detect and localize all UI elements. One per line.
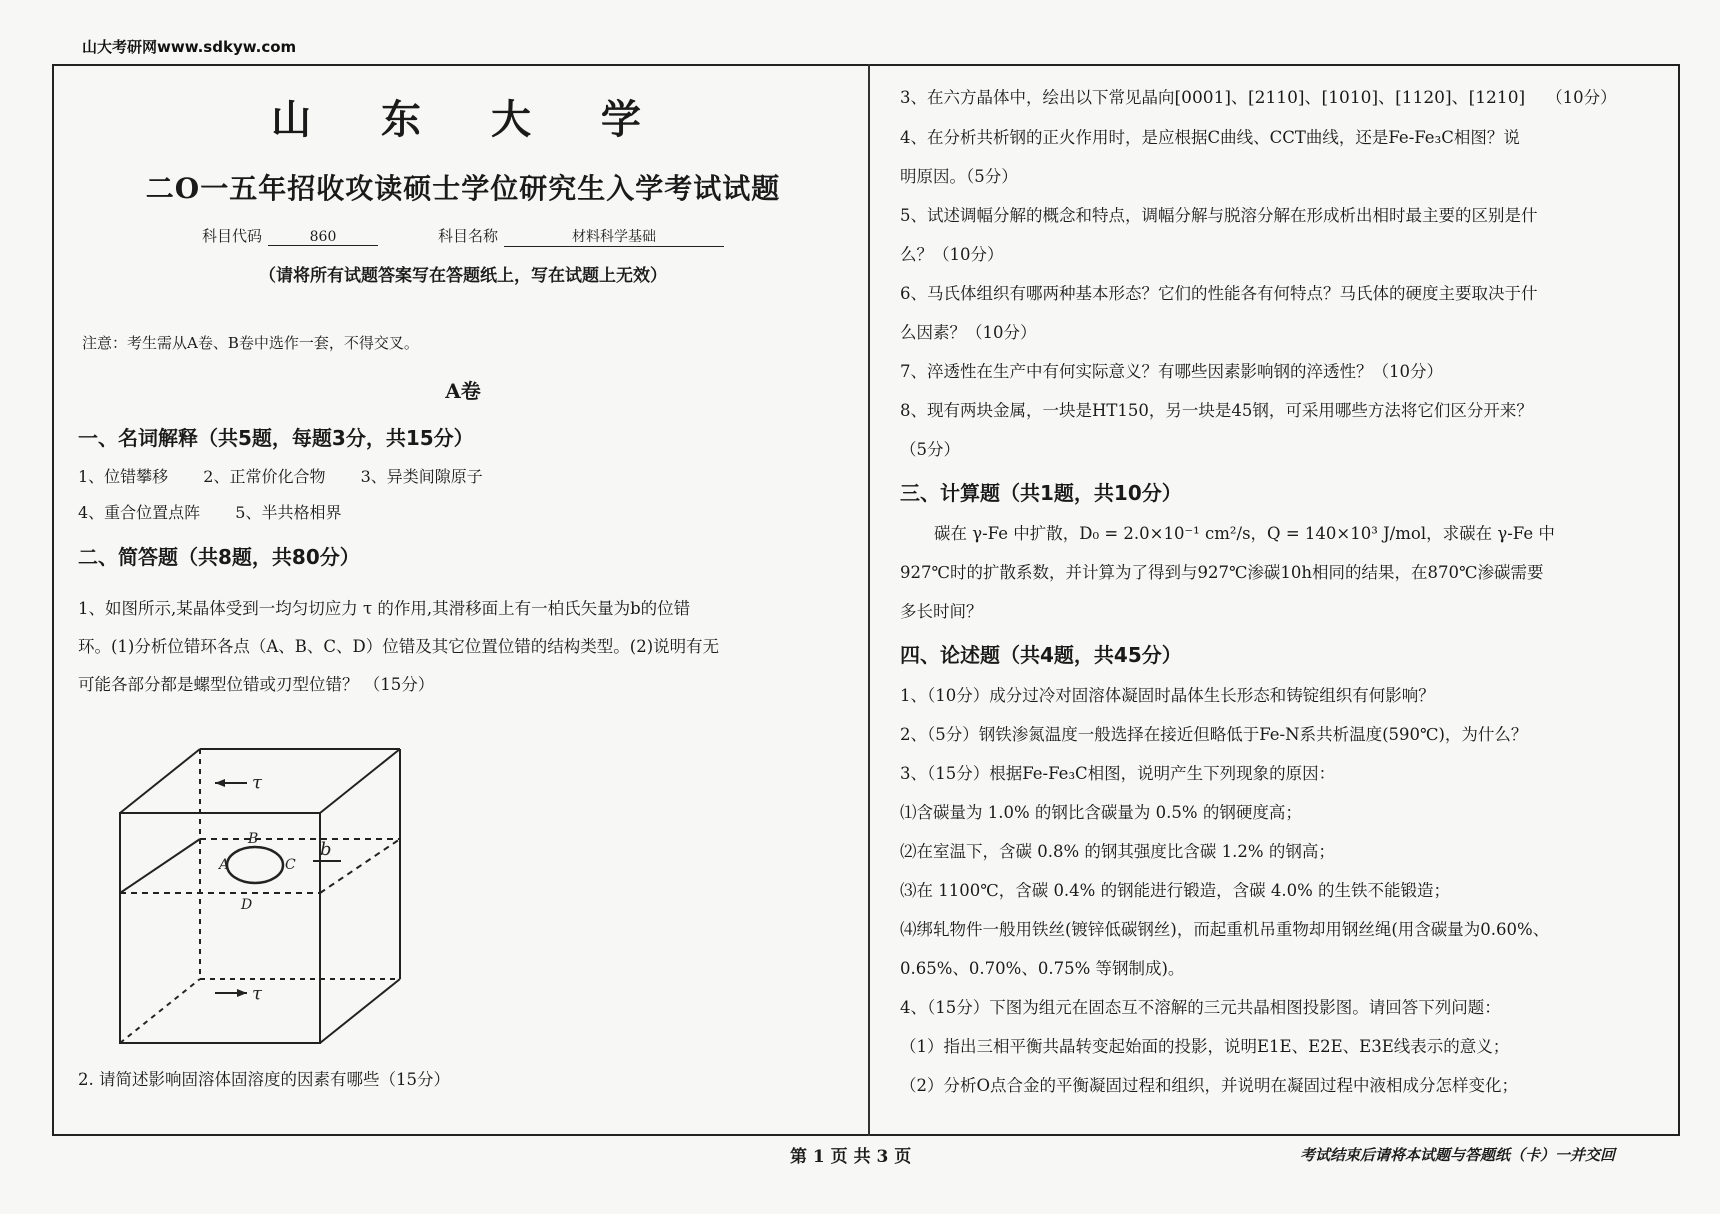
essay-subitem: ⑶在 1100℃，含碳 0.4% 的钢能进行锻造，含碳 4.0% 的生铁不能锻造； [900, 881, 1451, 900]
calc-line: 927℃时的扩散系数，并计算为了得到与927℃渗碳10h相同的结果，在870℃渗碳需要 [900, 563, 1544, 582]
tau-top-label: τ [252, 772, 262, 793]
subject-code-value: 860 [268, 229, 378, 246]
subject-row [78, 225, 848, 247]
question-5-line: 么？（10分） [900, 245, 1004, 264]
question-3-score: （10分） [1546, 88, 1617, 107]
essay-subitem: （2）分析O点合金的平衡凝固过程和组织，并说明在凝固过程中液相成分怎样变化； [900, 1076, 1519, 1095]
question-2: 2. 请简述影响固溶体固溶度的因素有哪些（15分） [78, 1070, 450, 1089]
question-8-line: （5分） [900, 440, 960, 459]
essay-question-4: 4、（15分）下图为组元在固态互不溶解的三元共晶相图投影图。请回答下列问题： [900, 998, 1501, 1017]
burgers-vector-label: b [320, 839, 332, 860]
question-5-line: 5、试述调幅分解的概念和特点，调幅分解与脱溶分解在形成析出相时最主要的区别是什 [900, 206, 1538, 225]
site-watermark: 山大考研网www.sdkyw.com [82, 38, 297, 56]
term-item: 4、重合位置点阵 [78, 503, 201, 522]
left-page [78, 78, 848, 704]
subject-name-label: 科目名称 [438, 227, 499, 245]
essay-question-3: 3、（15分）根据Fe-Fe₃C相图，说明产生下列现象的原因： [900, 764, 1336, 783]
section-3-title: 三、计算题（共1题，共10分） [900, 481, 1182, 505]
section-2-title: 二、简答题（共8题，共80分） [78, 545, 360, 569]
term-item: 1、位错攀移 [78, 467, 169, 486]
calc-line: 碳在 γ-Fe 中扩散，D₀ = 2.0×10⁻¹ cm²/s，Q = 140×10³ J/mol，求碳在 γ-Fe 中 [934, 524, 1555, 543]
question-4-line: 明原因。（5分） [900, 167, 1018, 186]
subject-name-value: 材料科学基础 [504, 226, 724, 247]
answer-notice: （请将所有试题答案写在答题纸上，写在试题上无效） [259, 266, 667, 286]
term-item: 2、正常价化合物 [203, 467, 326, 486]
question-4-line: 4、在分析共析钢的正火作用时，是应根据C曲线、CCT曲线，还是Fe-Fe₃C相图？说 [900, 128, 1520, 147]
cube-front-face [120, 813, 320, 1043]
essay-subitem: （1）指出三相平衡共晶转变起始面的投影，说明E1E、E2E、E3E线表示的意义； [900, 1037, 1510, 1056]
right-page [900, 78, 1660, 1105]
question-1-line: 环。(1)分析位错环各点（A、B、C、D）位错及其它位置位错的结构类型。(2)说明有无 [78, 637, 720, 656]
page-number: 第 1 页 共 3 页 [790, 1147, 912, 1167]
return-note: 考试结束后请将本试题与答题纸（卡）一并交回 [1300, 1146, 1616, 1164]
question-3 [900, 78, 1660, 118]
question-6-line: 么因素？（10分） [900, 323, 1037, 342]
question-1-line: 可能各部分都是螺型位错或刃型位错？ （15分） [78, 675, 435, 694]
dislocation-loop-figure [115, 743, 415, 1048]
point-d-label: D [241, 897, 253, 913]
question-1 [78, 590, 848, 704]
terms-line-1 [78, 467, 848, 487]
dislocation-loop [227, 847, 283, 883]
essay-question-1: 1、（10分）成分过冷对固溶体凝固时晶体生长形态和铸锭组织有何影响？ [900, 686, 1435, 705]
question-6-line: 6、马氏体组织有哪两种基本形态？它们的性能各有何特点？马氏体的硬度主要取决于什 [900, 284, 1538, 303]
question-8-line: 8、现有两块金属，一块是HT150，另一块是45钢，可采用哪些方法将它们区分开来？ [900, 401, 1533, 420]
point-a-label: A [219, 857, 230, 873]
choose-note: 注意：考生需从A卷、B卷中选作一套，不得交叉。 [82, 334, 419, 352]
subject-code-field [202, 225, 378, 247]
exam-title: 二O一五年招收攻读硕士学位研究生入学考试试题 [145, 172, 781, 205]
hexagonal-directions: [0001]、[2110]、[1010]、[1120]、[1210] [1174, 88, 1526, 108]
question-3-text: 3、在六方晶体中，绘出以下常见晶向 [900, 88, 1175, 107]
question-7: 7、淬透性在生产中有何实际意义？有哪些因素影响钢的淬透性？（10分） [900, 362, 1443, 381]
essay-subitem: ⑴含碳量为 1.0% 的钢比含碳量为 0.5% 的钢硬度高； [900, 803, 1302, 822]
essay-subitem: ⑷绑轧物件一般用铁丝(镀锌低碳钢丝)，而起重机吊重物却用钢丝绳(用含碳量为0.60%、 [900, 920, 1550, 939]
university-name: 山 东 大 学 [271, 96, 669, 143]
term-item: 3、异类间隙原子 [360, 467, 483, 486]
subject-name-field [438, 225, 724, 247]
volume-label: A卷 [445, 379, 481, 403]
page-divider [868, 64, 870, 1136]
term-item: 5、半共格相界 [235, 503, 342, 522]
section-4-title: 四、论述题（共4题，共45分） [900, 643, 1182, 667]
point-c-label: C [285, 857, 296, 873]
section-1-title: 一、名词解释（共5题，每题3分，共15分） [78, 426, 474, 450]
essay-subitem: 0.65%、0.70%、0.75% 等钢制成)。 [900, 959, 1185, 978]
point-b-label: B [248, 831, 259, 847]
tau-bottom-label: τ [252, 983, 262, 1004]
question-1-line: 1、如图所示,某晶体受到一均匀切应力 τ 的作用,其滑移面上有一柏氏矢量为b的位错 [78, 599, 691, 618]
essay-question-2: 2、（5分）钢铁渗氮温度一般选择在接近但略低于Fe-N系共析温度(590℃)，为什么？ [900, 725, 1528, 744]
calc-line: 多长时间？ [900, 602, 983, 621]
essay-subitem: ⑵在室温下，含碳 0.8% 的钢其强度比含碳 1.2% 的钢高； [900, 842, 1335, 861]
subject-code-label: 科目代码 [201, 227, 262, 245]
terms-line-2 [78, 503, 848, 523]
